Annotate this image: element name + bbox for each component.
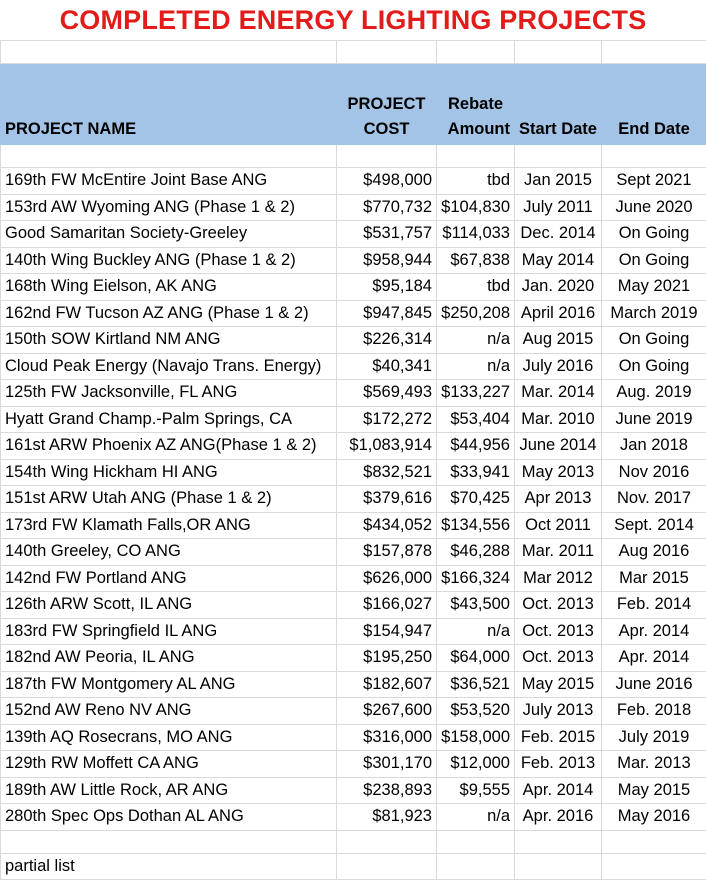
cell-project-cost[interactable]: $154,947 [337,618,437,645]
cell-rebate-amount[interactable]: n/a [437,353,515,380]
cell-end-date[interactable]: On Going [602,327,706,354]
cell-end-date[interactable]: On Going [602,353,706,380]
cell-rebate-amount[interactable]: $104,830 [437,194,515,221]
cell-project-name[interactable]: 169th FW McEntire Joint Base ANG [1,168,337,195]
cell-rebate-amount[interactable]: $67,838 [437,247,515,274]
cell-project-name[interactable]: 153rd AW Wyoming ANG (Phase 1 & 2) [1,194,337,221]
cell-start-date[interactable]: Mar. 2011 [515,539,602,566]
cell-rebate-amount[interactable]: $44,956 [437,433,515,460]
cell-start-date[interactable]: Apr. 2016 [515,804,602,831]
table-row [1,486,706,513]
header-start-date[interactable]: Start Date [515,64,602,145]
cell-project-name[interactable]: Good Samaritan Society-Greeley [1,221,337,248]
cell-rebate-amount[interactable]: $64,000 [437,645,515,672]
cell-rebate-amount[interactable]: $133,227 [437,380,515,407]
cell-project-cost[interactable]: $81,923 [337,804,437,831]
cell-end-date[interactable]: Feb. 2018 [602,698,706,725]
cell-rebate-amount[interactable]: $9,555 [437,777,515,804]
cell-project-name[interactable]: 161st ARW Phoenix AZ ANG(Phase 1 & 2) [1,433,337,460]
table-row [1,221,706,248]
header-project-cost[interactable]: PROJECT COST [337,64,437,145]
cell-end-date[interactable]: Apr. 2014 [602,645,706,672]
sheet-title: COMPLETED ENERGY LIGHTING PROJECTS [0,0,706,40]
table-row [1,777,706,804]
cell-rebate-amount[interactable]: $46,288 [437,539,515,566]
cell-start-date[interactable]: July 2013 [515,698,602,725]
table-row [1,804,706,831]
cell-end-date[interactable]: July 2019 [602,724,706,751]
header-end-date[interactable]: End Date [602,64,706,145]
cell-project-name[interactable]: 189th AW Little Rock, AR ANG [1,777,337,804]
cell-project-name[interactable]: 168th Wing Eielson, AK ANG [1,274,337,301]
cell-start-date[interactable]: Dec. 2014 [515,221,602,248]
cell-rebate-amount[interactable]: $250,208 [437,300,515,327]
cell-start-date[interactable]: Mar 2012 [515,565,602,592]
cell-rebate-amount[interactable]: $114,033 [437,221,515,248]
table-row [1,512,706,539]
cell-start-date[interactable]: Aug 2015 [515,327,602,354]
cell-end-date[interactable]: June 2020 [602,194,706,221]
cell-project-name[interactable]: 162nd FW Tucson AZ ANG (Phase 1 & 2) [1,300,337,327]
spacer-row [1,145,706,168]
cell-project-cost[interactable]: $182,607 [337,671,437,698]
cell-project-name[interactable]: 125th FW Jacksonville, FL ANG [1,380,337,407]
cell-project-name[interactable]: Cloud Peak Energy (Navajo Trans. Energy) [1,353,337,380]
cell-start-date[interactable]: June 2014 [515,433,602,460]
table-row [1,300,706,327]
table-row [1,671,706,698]
cell-end-date[interactable]: Jan 2018 [602,433,706,460]
cell-end-date[interactable]: On Going [602,247,706,274]
cell-project-name[interactable]: 154th Wing Hickham HI ANG [1,459,337,486]
cell-end-date[interactable]: March 2019 [602,300,706,327]
cell-rebate-amount[interactable]: n/a [437,804,515,831]
table-row [1,433,706,460]
table-row [1,539,706,566]
cell-end-date[interactable]: May 2021 [602,274,706,301]
table-row [1,406,706,433]
cell-start-date[interactable]: Jan. 2020 [515,274,602,301]
table-row [1,724,706,751]
cell-start-date[interactable]: Apr. 2014 [515,777,602,804]
cell-rebate-amount[interactable]: $33,941 [437,459,515,486]
cell-start-date[interactable]: Mar. 2014 [515,380,602,407]
cell-project-cost[interactable]: $770,732 [337,194,437,221]
blank-row [1,830,706,853]
cell-project-cost[interactable]: $95,184 [337,274,437,301]
cell-project-name[interactable]: 140th Greeley, CO ANG [1,539,337,566]
cell-start-date[interactable]: Oct 2011 [515,512,602,539]
cell-rebate-amount[interactable]: $158,000 [437,724,515,751]
cell-project-name[interactable]: Hyatt Grand Champ.-Palm Springs, CA [1,406,337,433]
cell-start-date[interactable]: Oct. 2013 [515,592,602,619]
table-row [1,327,706,354]
cell-start-date[interactable]: Apr 2013 [515,486,602,513]
cell-project-name[interactable]: 151st ARW Utah ANG (Phase 1 & 2) [1,486,337,513]
cell-project-cost[interactable]: $626,000 [337,565,437,592]
table-row [1,459,706,486]
cell-project-cost[interactable]: $226,314 [337,327,437,354]
cell-project-cost[interactable]: $531,757 [337,221,437,248]
cell-rebate-amount[interactable]: $53,520 [437,698,515,725]
cell-project-name[interactable]: 126th ARW Scott, IL ANG [1,592,337,619]
cell-project-cost[interactable]: $238,893 [337,777,437,804]
footnote-row [1,853,706,880]
cell-project-cost[interactable]: $267,600 [337,698,437,725]
table-row [1,247,706,274]
cell-end-date[interactable]: Feb. 2014 [602,592,706,619]
cell-end-date[interactable]: Mar 2015 [602,565,706,592]
cell-rebate-amount[interactable]: n/a [437,327,515,354]
cell-end-date[interactable]: Aug 2016 [602,539,706,566]
projects-table [0,40,706,880]
cell-project-cost[interactable]: $569,493 [337,380,437,407]
cell-end-date[interactable]: June 2016 [602,671,706,698]
cell-end-date[interactable]: Apr. 2014 [602,618,706,645]
table-row [1,592,706,619]
cell-start-date[interactable]: May 2014 [515,247,602,274]
cell-rebate-amount[interactable]: $43,500 [437,592,515,619]
cell-end-date[interactable]: Nov. 2017 [602,486,706,513]
cell-project-name[interactable]: 173rd FW Klamath Falls,OR ANG [1,512,337,539]
cell-start-date[interactable]: July 2016 [515,353,602,380]
cell-project-cost[interactable]: $172,272 [337,406,437,433]
cell-rebate-amount[interactable]: $36,521 [437,671,515,698]
cell-project-name[interactable]: 187th FW Montgomery AL ANG [1,671,337,698]
cell-project-cost[interactable]: $316,000 [337,724,437,751]
cell-start-date[interactable]: Jan 2015 [515,168,602,195]
cell-project-name[interactable]: 139th AQ Rosecrans, MO ANG [1,724,337,751]
table-row [1,565,706,592]
table-row [1,380,706,407]
cell-project-name[interactable]: 152nd AW Reno NV ANG [1,698,337,725]
table-row [1,168,706,195]
cell-rebate-amount[interactable]: $134,556 [437,512,515,539]
cell-project-cost[interactable]: $195,250 [337,645,437,672]
cell-start-date[interactable]: Mar. 2010 [515,406,602,433]
cell-start-date[interactable]: Feb. 2015 [515,724,602,751]
cell-end-date[interactable]: Sept 2021 [602,168,706,195]
cell-end-date[interactable]: Aug. 2019 [602,380,706,407]
table-row [1,751,706,778]
cell-project-name[interactable]: 182nd AW Peoria, IL ANG [1,645,337,672]
cell-project-cost[interactable]: $832,521 [337,459,437,486]
cell-project-name[interactable]: 150th SOW Kirtland NM ANG [1,327,337,354]
cell-end-date[interactable]: June 2019 [602,406,706,433]
header-project-name[interactable]: PROJECT NAME [1,64,337,145]
cell-end-date[interactable]: Sept. 2014 [602,512,706,539]
cell-start-date[interactable]: May 2013 [515,459,602,486]
cell-rebate-amount[interactable]: $70,425 [437,486,515,513]
cell-end-date[interactable]: On Going [602,221,706,248]
cell-end-date[interactable]: May 2015 [602,777,706,804]
cell-project-cost[interactable]: $166,027 [337,592,437,619]
table-row [1,698,706,725]
blank-row [1,41,706,64]
table-row [1,618,706,645]
cell-end-date[interactable]: Nov 2016 [602,459,706,486]
cell-project-cost[interactable]: $40,341 [337,353,437,380]
cell-rebate-amount[interactable]: n/a [437,618,515,645]
header-row [1,64,706,145]
cell-project-name[interactable]: 142nd FW Portland ANG [1,565,337,592]
cell-project-cost[interactable]: $1,083,914 [337,433,437,460]
cell-project-cost[interactable]: $379,616 [337,486,437,513]
table-row [1,194,706,221]
cell-rebate-amount[interactable]: tbd [437,168,515,195]
header-rebate-amount[interactable]: Rebate Amount [437,64,515,145]
table-row [1,353,706,380]
cell-project-name[interactable]: 140th Wing Buckley ANG (Phase 1 & 2) [1,247,337,274]
cell-rebate-amount[interactable]: $166,324 [437,565,515,592]
cell-end-date[interactable]: Mar. 2013 [602,751,706,778]
cell-project-name[interactable]: 280th Spec Ops Dothan AL ANG [1,804,337,831]
cell-project-cost[interactable]: $498,000 [337,168,437,195]
cell-start-date[interactable]: July 2011 [515,194,602,221]
table-row [1,645,706,672]
cell-start-date[interactable]: April 2016 [515,300,602,327]
cell-start-date[interactable]: May 2015 [515,671,602,698]
cell-end-date[interactable]: May 2016 [602,804,706,831]
cell-project-cost[interactable]: $157,878 [337,539,437,566]
cell-start-date[interactable]: Oct. 2013 [515,645,602,672]
cell-rebate-amount[interactable]: tbd [437,274,515,301]
cell-project-cost[interactable]: $301,170 [337,751,437,778]
cell-rebate-amount[interactable]: $12,000 [437,751,515,778]
cell-project-name[interactable]: 183rd FW Springfield IL ANG [1,618,337,645]
footnote-cell[interactable]: partial list [1,853,337,880]
cell-start-date[interactable]: Oct. 2013 [515,618,602,645]
cell-project-cost[interactable]: $434,052 [337,512,437,539]
table-row [1,274,706,301]
cell-project-name[interactable]: 129th RW Moffett CA ANG [1,751,337,778]
cell-rebate-amount[interactable]: $53,404 [437,406,515,433]
cell-start-date[interactable]: Feb. 2013 [515,751,602,778]
cell-project-cost[interactable]: $947,845 [337,300,437,327]
cell-project-cost[interactable]: $958,944 [337,247,437,274]
